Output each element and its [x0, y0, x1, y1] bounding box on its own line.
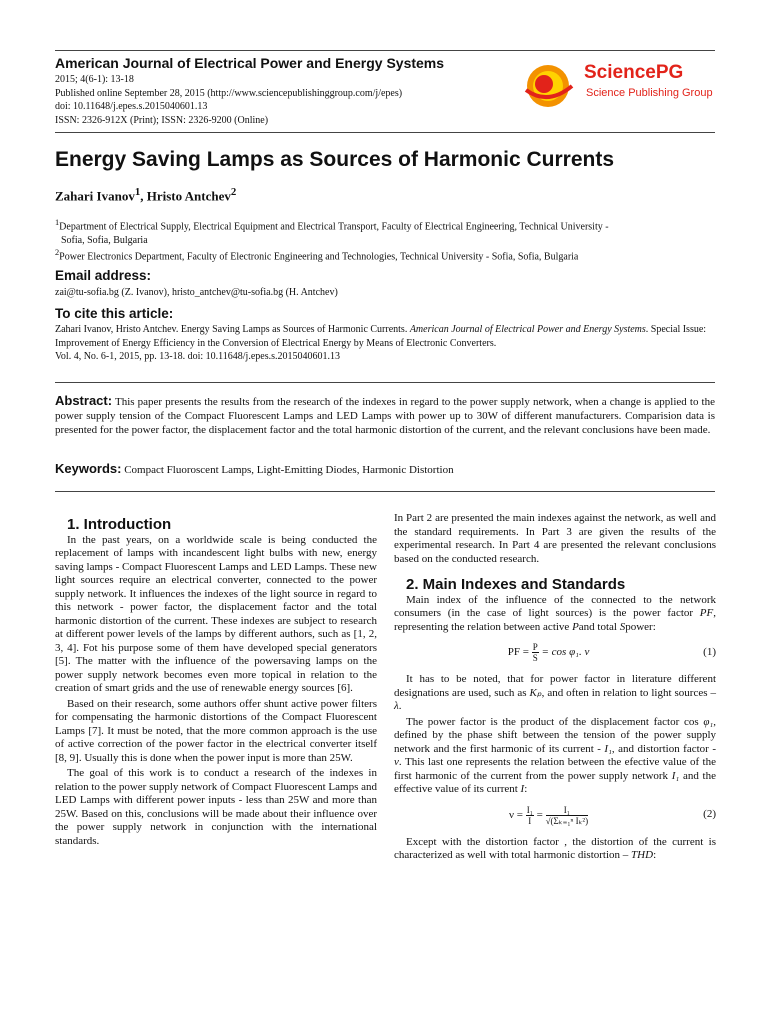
- pf-text-c: and total: [578, 620, 620, 633]
- authors: [55, 186, 236, 204]
- nu-symbol: ν: [394, 756, 399, 768]
- citation-authors-title: Zahari Ivanov, Hristo Antchev. Energy Saving Lamps as Sources of Harmonic Currents.: [55, 324, 410, 335]
- email-heading: Email address:: [55, 268, 152, 283]
- displacement-text-d: . This last one represents the relation between the efective value of the first harmonic of the current from the power supply network: [394, 756, 716, 782]
- pf-text-a: Main index of the influence of the connected to the network consumers (in the case of light sources) is the power factor: [394, 593, 716, 619]
- intro-paragraph-3: The goal of this work is to conduct a research of the indexes in relation to the power supply network of Compact Fluorescent Lamps and LED Lamps with different power inputs - less than 25W and more than 25W. Based on this, conclusions will be made about their influence over the power supply network in conjunction with the international standards.: [55, 767, 377, 847]
- email-addresses: zai@tu-sofia.bg (Z. Ivanov), hristo_antchev@tu-sofia.bg (H. Antchev): [55, 287, 338, 298]
- author-separator: ,: [140, 188, 147, 204]
- thd-text-b: :: [653, 849, 657, 861]
- publisher-name: SciencePG: [584, 62, 684, 83]
- equation-2: [394, 805, 716, 826]
- header-rule-bottom: [55, 132, 715, 133]
- citation-volume: Vol. 4, No. 6-1, 2015, pp. 13-18. doi: 10.11648/j.epes.s.2015040601.13: [55, 351, 340, 362]
- abstract-rule-bottom: [55, 491, 715, 492]
- kp-symbol: Kₚ: [529, 686, 542, 699]
- pf-text-d: power:: [625, 620, 656, 633]
- equation-2-number: (2): [703, 808, 716, 821]
- affiliation-2-sup: 2: [55, 248, 60, 257]
- displacement-text-e: and the effective value of its current: [394, 769, 716, 795]
- i-symbol: I: [520, 783, 525, 795]
- section-2-heading: 2. Main Indexes and Standards: [406, 576, 626, 593]
- eq1-fraction: [532, 642, 539, 663]
- thd-text-a: Except with the distortion factor , the distortion of the current is characterized as well with total harmonic distortion –: [394, 835, 716, 861]
- journal-published: Published online September 28, 2015 (http://www.sciencepublishinggroup.com/j/epes): [55, 87, 403, 99]
- designation-paragraph: [394, 673, 716, 714]
- publisher-tagline: Science Publishing Group: [586, 87, 713, 99]
- journal-doi: doi: 10.11648/j.epes.s.2015040601.13: [55, 101, 208, 112]
- designation-text-c: .: [398, 700, 402, 712]
- eq1-lhs: PF =: [507, 646, 532, 659]
- keywords-label: Keywords:: [55, 461, 122, 476]
- thd-symbol: THD: [631, 849, 654, 861]
- paper-title: Energy Saving Lamps as Sources of Harmonic Currents: [55, 148, 615, 171]
- i1-symbol-2: I₁: [671, 769, 680, 782]
- displacement-text-f: :: [524, 783, 528, 795]
- sciencepg-logo: [520, 60, 720, 110]
- p-symbol: P: [572, 620, 579, 633]
- affiliation-2-text: Power Electronics Department, Faculty of Electronic Engineering and Technologies, Technical University - Sofia, Sofia, Bulgaria: [59, 251, 579, 263]
- section-1-heading: 1. Introduction: [67, 516, 172, 533]
- abstract-rule-top: [55, 382, 715, 383]
- header-rule-top: [55, 50, 715, 51]
- left-column: [55, 518, 377, 850]
- displacement-text-a: The power factor is the product of the displacement factor cos: [406, 715, 704, 728]
- power-factor-paragraph: [394, 594, 716, 635]
- eq1-rhs: = cos φ₁. ν: [541, 646, 590, 659]
- affiliation-1: [55, 216, 715, 247]
- affiliation-1-city: Sofia, Sofia, Bulgaria: [61, 234, 148, 246]
- intro-paragraph-2: Based on their research, some authors offer shunt active power filters for compensating the harmonic distortions of the Compact Fluorescent Lamps [7]. It must be noted, that the more common approach is the use of active correction of the power factor in the electrical converter itself [8, 9]. Usually this is done when the power input is more than 25W.: [55, 697, 377, 764]
- outline-paragraph: In Part 2 are presented the main indexes against the network, as well and the standard requirements. In Part 3 are given the results of the experimental research. In Part 4 are presented the relevant conclusions based on the conducted research.: [394, 512, 716, 565]
- cite-heading: To cite this article:: [55, 306, 174, 321]
- right-column: [394, 512, 716, 865]
- equation-1-body: [394, 642, 703, 663]
- eq2-denominator-1: I: [528, 815, 532, 826]
- lambda-symbol: λ: [394, 700, 399, 712]
- keywords-text: Compact Fluoroscent Lamps, Light-Emitting Diodes, Harmonic Distortion: [124, 464, 454, 476]
- affiliation-2: [55, 246, 715, 264]
- phi-symbol: φ₁: [703, 715, 714, 728]
- author-2-sup: 2: [230, 186, 237, 198]
- abstract-text: This paper presents the results from the research of the indexes in regard to the power supply network, when a change is applied to the power supply tension of the Compact Fluorescent Lamps and LED Lamps with power up to 30W of different manufacturers. Comparision data is presented for the power factor, the displacement factor and the total harmonic distortion of the current, and the relevant conclusions have been made.: [55, 396, 715, 436]
- intro-paragraph-1: In the past years, on a worldwide scale is being conducted the replacement of lamps with incandescent light bulbs with new, energy saving lamps - Compact Fluorescent Lamps and LED Lamps. These new light sources require an electrical converter, connected to the power supply network. It influences the indexes of the light source in regard to this network - power factor, the displacement factor and the total harmonic distortion of the current. These indexes are subject to research at different power levels of the lamps by different authors, such as [1, 2, 3, 4]. Fot his purpose some of them have developed special generators [5]. The matter with the influence of the powersaving lamps on the power supply network becomes even more topical in relation to the creation of smart grids and the use of renewable energy sources [6].: [55, 533, 377, 694]
- eq2-fraction-1: [526, 805, 534, 826]
- journal-meta: [55, 73, 402, 127]
- affiliation-1-text: Department of Electrical Supply, Electrical Equipment and Electrical Transport, Faculty of Electrical Engineering, Technical University -: [59, 221, 609, 233]
- designation-text-b: , and often in relation to light sources –: [541, 686, 716, 699]
- eq2-lhs: ν =: [509, 808, 526, 821]
- i1-symbol: I₁: [604, 742, 612, 755]
- equation-1: [394, 642, 716, 663]
- journal-issue: 2015; 4(6-1): 13-18: [55, 74, 134, 85]
- keywords: [55, 461, 454, 476]
- eq2-fraction-2: [546, 805, 589, 826]
- thd-paragraph: [394, 836, 716, 863]
- abstract: [55, 394, 715, 437]
- pf-symbol: PF: [699, 607, 714, 619]
- citation: [55, 323, 715, 364]
- citation-special-issue: . Special Issue: Improvement of Energy Efficiency in the Conversion of Electrical Energy by Means of Electronic Converters.: [55, 324, 707, 349]
- equation-2-body: [394, 805, 703, 826]
- eq2-numerator-2: I₁: [546, 805, 589, 816]
- displacement-text-c: , and distortion factor -: [611, 742, 716, 755]
- eq2-numerator-1: I₁: [526, 804, 533, 815]
- displacement-text-b: , defined by the phase shift between the tension of the power supply network and the first harmonic of its current -: [394, 715, 716, 755]
- citation-journal: American Journal of Electrical Power and Energy Systems: [409, 324, 646, 335]
- author-1: Zahari Ivanov: [55, 188, 135, 204]
- s-symbol: S: [619, 620, 626, 633]
- designation-text-a: It has to be noted, that for power factor in literature different designations are used, such as: [394, 673, 716, 699]
- affiliation-1-sup: 1: [55, 218, 60, 227]
- eq1-numerator: P: [532, 642, 538, 652]
- eq2-denominator-2: √(Σₖ₌₁ⁿ Iₖ²): [545, 815, 589, 826]
- author-2: Hristo Antchev: [146, 188, 231, 204]
- journal-title: American Journal of Electrical Power and Energy Systems: [55, 55, 445, 71]
- journal-issn: ISSN: 2326-912X (Print); ISSN: 2326-9200 (Online): [55, 114, 269, 126]
- abstract-label: Abstract:: [55, 393, 113, 408]
- eq2-equals: =: [536, 808, 546, 821]
- author-1-sup: 1: [134, 186, 141, 198]
- eq1-denominator: S: [532, 653, 538, 663]
- equation-1-number: (1): [703, 645, 716, 658]
- pf-text-b: , representing the relation between active: [394, 607, 716, 633]
- displacement-paragraph: [394, 716, 716, 797]
